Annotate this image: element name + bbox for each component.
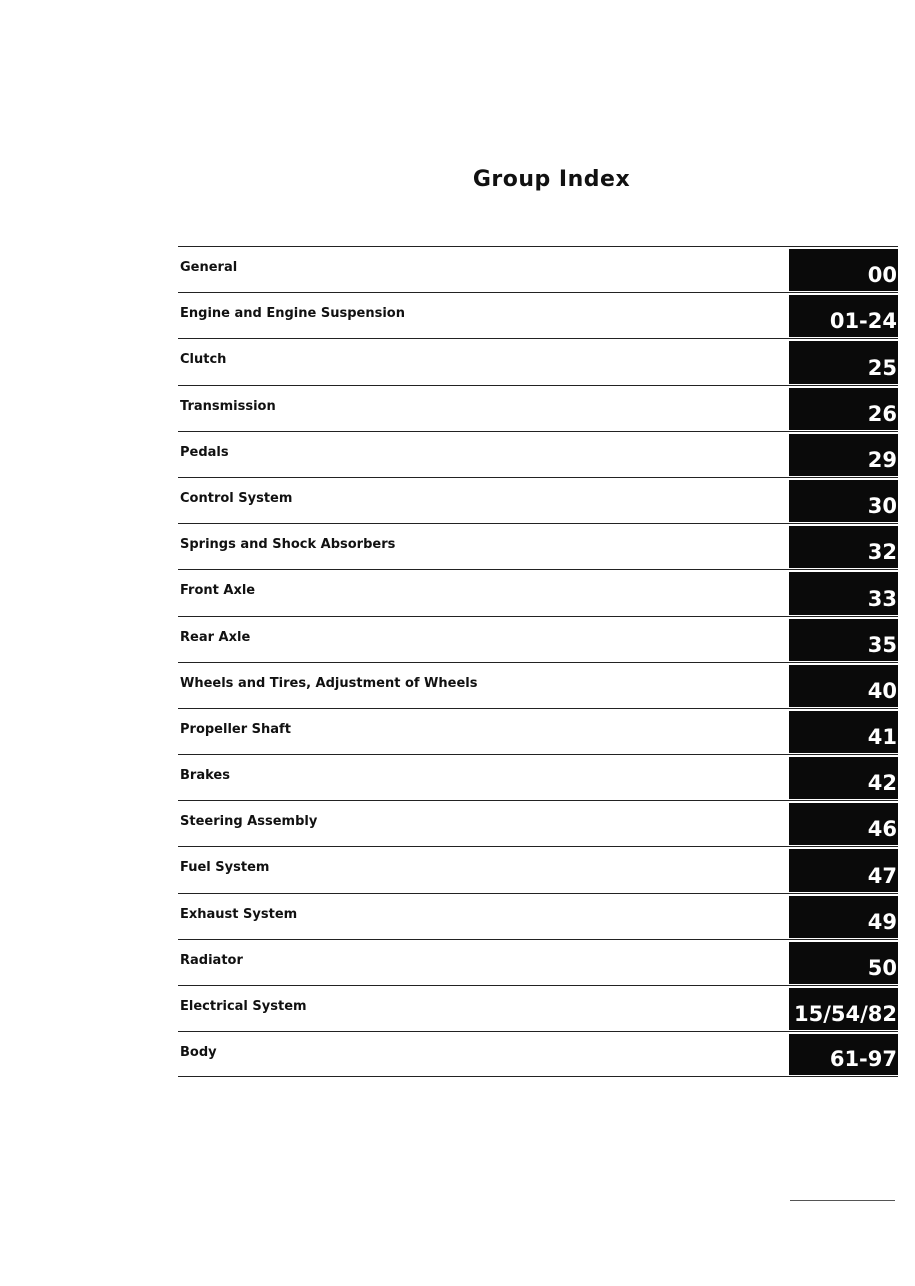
group-number-tab[interactable]: 46 [789,803,898,845]
group-row[interactable] [178,893,898,939]
group-number-tab[interactable]: 15/54/82 [789,988,898,1030]
group-number-tab[interactable]: 25 [789,341,898,383]
group-row[interactable] [178,477,898,523]
group-number-tab[interactable]: 29 [789,434,898,476]
group-number-tab[interactable]: 42 [789,757,898,799]
group-index-list [178,246,898,1077]
group-number-tab[interactable]: 33 [789,572,898,614]
group-number-tab[interactable]: 35 [789,619,898,661]
group-label: Engine and Engine Suspension [180,306,405,322]
group-row[interactable] [178,385,898,431]
group-row[interactable] [178,939,898,985]
group-row[interactable] [178,569,898,615]
group-label: Front Axle [180,583,256,599]
group-number-tab[interactable]: 50 [789,942,898,984]
group-label: Body [180,1045,217,1061]
group-number-tab[interactable]: 00 [789,249,898,291]
group-row[interactable] [178,338,898,384]
group-label: Clutch [180,352,227,368]
group-row[interactable] [178,246,898,292]
group-row[interactable] [178,846,898,892]
group-row[interactable] [178,800,898,846]
group-row[interactable] [178,662,898,708]
group-number-tab[interactable]: 30 [789,480,898,522]
group-number-tab[interactable]: 49 [789,896,898,938]
group-row[interactable] [178,523,898,569]
page-title: Group Index [472,167,631,192]
group-label: Springs and Shock Absorbers [180,537,396,553]
group-row[interactable] [178,292,898,338]
group-row[interactable] [178,985,898,1031]
group-label: Steering Assembly [180,814,318,830]
group-row[interactable] [178,431,898,477]
group-label: Transmission [180,398,276,414]
group-label: Exhaust System [180,906,298,922]
group-label: Propeller Shaft [180,721,291,737]
group-number-tab[interactable]: 40 [789,665,898,707]
group-label: Electrical System [180,999,307,1014]
group-number-tab[interactable]: 41 [789,711,898,753]
group-row[interactable] [178,754,898,800]
group-row[interactable] [178,708,898,754]
group-number-tab[interactable]: 01-24 [789,295,898,337]
group-number-tab[interactable]: 47 [789,849,898,891]
group-label: General [180,260,238,275]
group-number-tab[interactable]: 61-97 [789,1034,898,1075]
group-label: Wheels and Tires, Adjustment of Wheels [180,675,478,691]
group-number-tab[interactable]: 26 [789,388,898,430]
group-label: Rear Axle [180,629,251,645]
group-label: Fuel System [180,860,270,876]
group-row[interactable] [178,1031,898,1077]
group-label: Control System [180,490,293,506]
group-label: Radiator [180,952,243,968]
group-row[interactable] [178,616,898,662]
group-label: Pedals [180,444,229,460]
footer-rule [790,1200,895,1201]
group-label: Brakes [180,768,230,784]
group-number-tab[interactable]: 32 [789,526,898,568]
